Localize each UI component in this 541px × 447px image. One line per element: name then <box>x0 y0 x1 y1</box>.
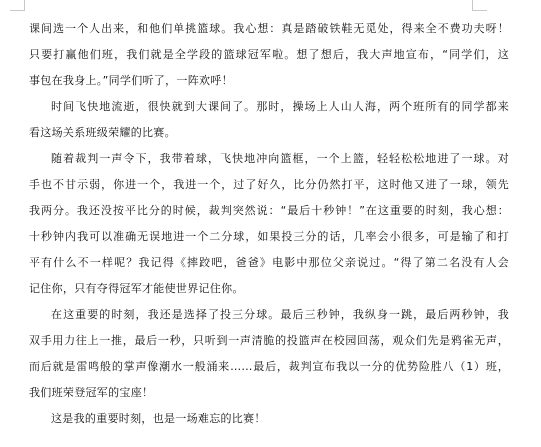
text-line: 时间飞快地流逝，很快就到大课间了。那时，操场上人山人海，两个班所有的同学都来 <box>51 100 509 113</box>
text-line: 平有什么不一样呢？我记得《摔跤吧，爸爸》电影中那位父亲说过。“得了第二名没有人会 <box>29 256 509 269</box>
text-line: 我们班荣登冠军的宝座！ <box>29 386 154 399</box>
text-line: 十秒钟内我可以准确无误地进一个二分球，如果投三分的话，几率会小很多，可是输了和打 <box>29 230 509 243</box>
margin-corner-mark-left <box>10 0 25 11</box>
text-line: 看这场关系班级荣耀的比赛。 <box>29 126 176 139</box>
text-line: 而后就是雷鸣般的掌声像潮水一般涌来……最后，裁判宣布我以一分的优势险胜八（1）班， <box>29 360 509 373</box>
text-line: 我两分。我还没按平比分的时候，裁判突然说：“最后十秒钟！”在这重要的时刻，我心想： <box>29 204 509 217</box>
text-line: 双手用力往上一推，最后一秒，只听到一声清脆的投篮声在校园回荡，观众们先是鸦雀无声， <box>29 334 509 347</box>
margin-corner-mark-right <box>472 0 487 11</box>
text-line: 事包在我身上。”同学们听了，一阵欢呼！ <box>29 74 233 87</box>
text-line: 在这重要的时刻，我还是选择了投三分球。最后三秒钟，我纵身一跳，最后两秒钟，我 <box>51 308 509 321</box>
text-line: 手也不甘示弱，你进一个，我进一个，过了好久，比分仍然打平，这时他又进了一球，领先 <box>29 178 509 191</box>
text-line: 课间选一个人出来，和他们单挑篮球。我心想：真是踏破铁鞋无觅处，得来全不费功夫呀！ <box>29 22 509 35</box>
text-line: 随着裁判一声令下，我带着球，飞快地冲向篮框，一个上篮，轻轻松松地进了一球。对 <box>51 152 509 165</box>
text-line: 只要打赢他们班，我们就是全学段的篮球冠军啦。想了想后，我大声地宣布，“同学们，这 <box>29 48 509 61</box>
text-line: 这是我的重要时刻，也是一场难忘的比赛！ <box>51 412 266 425</box>
text-line: 记住你，只有夺得冠军才能使世界记住你。 <box>29 282 244 295</box>
